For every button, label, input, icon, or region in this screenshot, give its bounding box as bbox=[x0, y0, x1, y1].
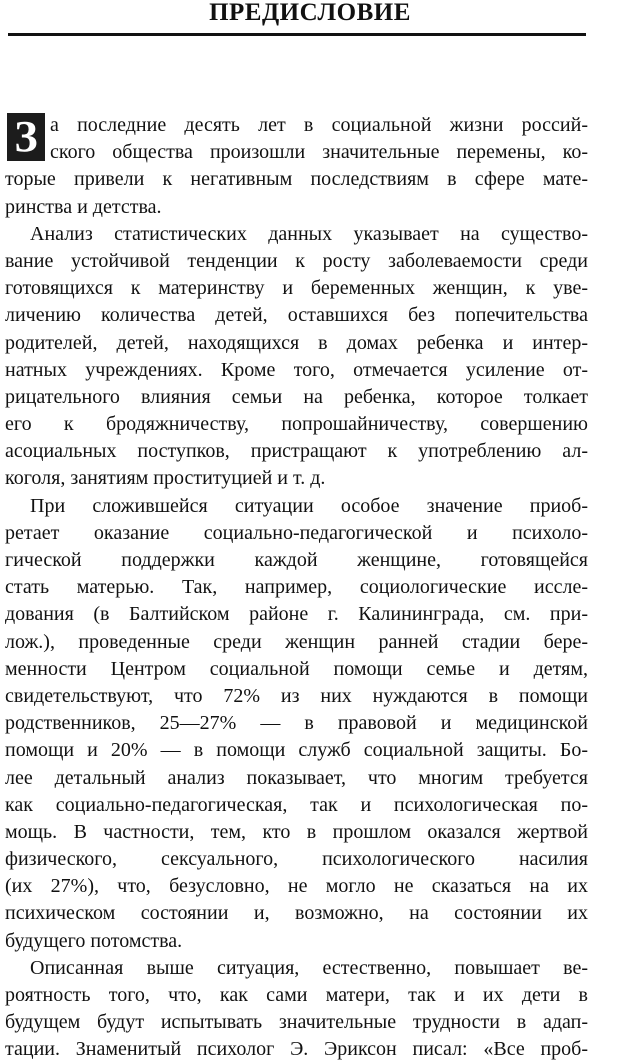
text-line: натных учреждениях. Кроме того, отмечается усиление от- bbox=[5, 358, 588, 381]
text-line: дования (в Балтийском районе г. Калининграда, см. при- bbox=[5, 603, 588, 626]
page-title: ПРЕДИСЛОВИЕ bbox=[209, 0, 411, 26]
text-line: роятность того, что, как сами матери, так и их дети в bbox=[5, 984, 588, 1006]
text-line: тации. Знаменитый психолог Э. Эриксон писал: «Все проб- bbox=[5, 1038, 588, 1061]
text-line: асоциальных поступков, пристращают к употреблению ал- bbox=[5, 440, 588, 463]
text-line: ретает оказание социально-педагогической и психоло- bbox=[5, 521, 588, 544]
text-line: будущего потомства. bbox=[5, 929, 183, 952]
body-text bbox=[5, 112, 588, 1064]
text-line: (их 27%), что, безусловно, не могло не сказаться на их bbox=[5, 875, 588, 898]
text-line: помощи и 20% — в помощи служб социальной защиты. Бо- bbox=[5, 739, 588, 762]
text-line: гической поддержки каждой женщине, готовящейся bbox=[5, 549, 588, 571]
text-line: менности Центром социальной помощи семье и детям, bbox=[5, 657, 588, 680]
text-line: вание устойчивой тенденции к росту заболеваемости среди bbox=[5, 249, 588, 272]
text-line: а последние десять лет в социальной жизни россий- bbox=[50, 114, 588, 136]
text-line: его к бродяжничеству, попрошайничеству, совершению bbox=[5, 413, 588, 436]
text-line: рицательного влияния семьи на ребенка, которое толкает bbox=[5, 385, 588, 408]
text-line: личению количества детей, оставшихся без попечительства bbox=[5, 304, 588, 327]
text-line: родственников, 25—27% — в правовой и медицинской bbox=[5, 712, 588, 735]
text-line: Описанная выше ситуация, естественно, повышает ве- bbox=[30, 956, 588, 979]
text-line: торые привели к негативным последствиям в сфере мате- bbox=[5, 168, 588, 191]
text-line: психическом состоянии и, возможно, на состоянии их bbox=[5, 902, 588, 925]
text-line: ринства и детства. bbox=[5, 195, 162, 218]
text-line: мощь. В частности, тем, кто в прошлом оказался жертвой bbox=[5, 820, 588, 843]
text-line: физического, сексуального, психологического насилия bbox=[5, 848, 588, 871]
text-line: При сложившейся ситуации особое значение приоб- bbox=[30, 494, 588, 517]
text-line: Анализ статистических данных указывает на существо- bbox=[30, 222, 588, 245]
text-line: ского общества произошли значительные перемены, ко- bbox=[50, 141, 588, 164]
text-line: стать матерью. Так, например, социологические иссле- bbox=[5, 576, 588, 599]
page-header bbox=[0, 0, 620, 40]
text-line: лож.), проведенные среди женщин ранней стадии бере- bbox=[5, 630, 588, 653]
text-line: родителей, детей, находящихся в домах ребенка и интер- bbox=[5, 331, 588, 354]
text-line: как социально-педагогическая, так и психологическая по- bbox=[5, 793, 588, 816]
header-rule bbox=[8, 33, 586, 36]
text-line: готовящихся к материнству и беременных женщин, к уве- bbox=[5, 277, 588, 300]
text-line: будущем будут испытывать значительные трудности в адап- bbox=[5, 1011, 588, 1034]
drop-cap: З bbox=[7, 113, 45, 161]
text-line: коголя, занятиям проституцией и т. д. bbox=[5, 467, 326, 490]
text-line: лее детальный анализ показывает, что многим требуется bbox=[5, 766, 588, 789]
text-line: свидетельствуют, что 72% из них нуждаются в помощи bbox=[5, 684, 588, 707]
